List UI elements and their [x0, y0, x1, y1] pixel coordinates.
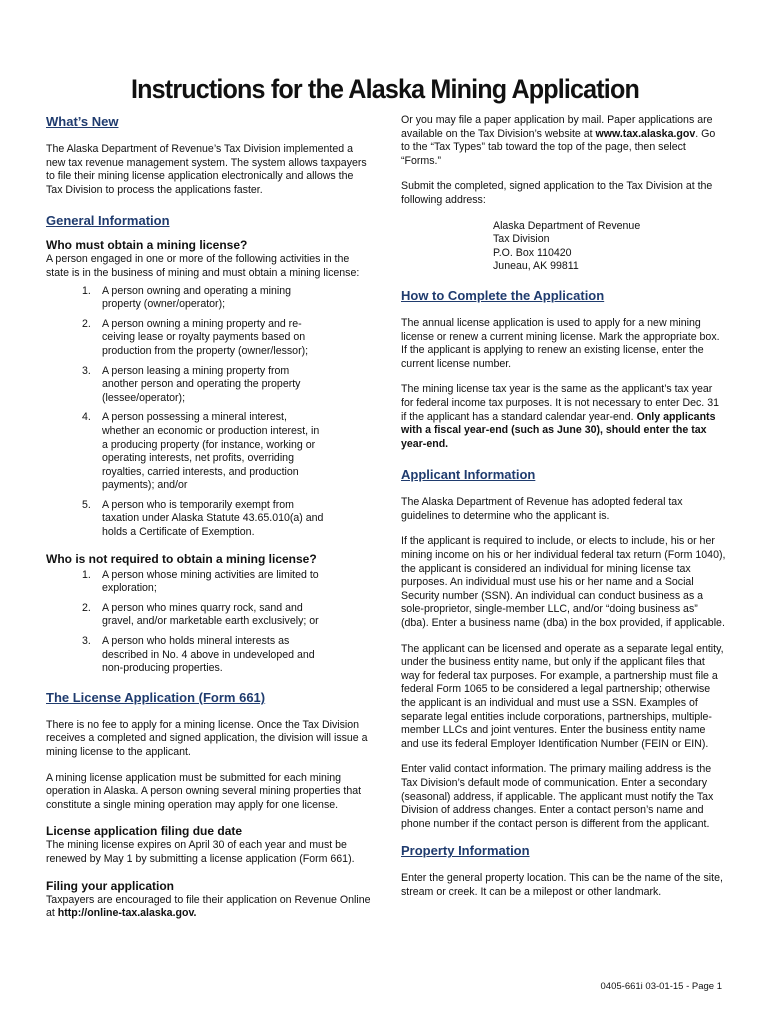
list-item: 3. A person leasing a mining property from another person and operating the property (lessee/operator);: [82, 364, 301, 404]
who-must-heading: Who must obtain a mining license?: [46, 238, 248, 253]
who-not-list: [46, 569, 372, 676]
applicant-p1: The Alaska Department of Revenue has adopted federal tax guidelines to determine who the applicant is.: [401, 496, 683, 522]
whats-new-heading: What’s New: [46, 114, 119, 129]
applicant-p2: If the applicant is required to include, or elects to include, his or her mining income on his or her individual federal tax return (Form 1040), the applicant is considered an individual for mining license tax purposes. An individual must use his or her name and a Social Security number (SSN). An individual can conduct business as a sole-proprietor, single-member LLC, and/or “doing business as” (dba). Enter a business name (dba) in the box provided, if applicable.: [401, 535, 726, 630]
how-to-heading: How to Complete the Application: [401, 287, 605, 303]
filing-body: Taxpayers are encouraged to file their application on Revenue Online at http://online-tax.alaska.gov.: [46, 893, 371, 920]
license-app-p2: A mining license application must be submitted for each mining operation in Alaska. A person owning several mining properties that constitute a single mining operation may apply for one license.: [46, 771, 362, 811]
mail-p1: Or you may file a paper application by mail. Paper applications are available on the Tax Division’s website at www.tax.alaska.gov. Go to the “Tax Types” tab toward the top of the page, then select “Forms.”: [401, 114, 716, 167]
mailing-address: Alaska Department of Revenue Tax Division P.O. Box 110420 Juneau, AK 99811: [493, 219, 641, 273]
license-app-p1: There is no fee to apply for a mining license. Once the Tax Division receives a completed and signed application, the division will issue a mining license to the applicant.: [46, 718, 368, 758]
due-date-body: The mining license expires on April 30 of each year and must be renewed by May 1 by submitting a license application (Form 661).: [46, 839, 355, 865]
property-heading: Property Information: [401, 843, 530, 859]
list-item: 4. A person possessing a mineral interest, whether an economic or production interest, in a producing property (for instance, working or operating interests, net profits, overriding royalties, carried interests, and production payments); and/or: [82, 411, 320, 492]
how-to-p2: The mining license tax year is the same as the applicant’s tax year for federal income tax purposes. It is not necessary to enter Dec. 31 if the applicant has a standard calendar year-end. Only applicants with a fiscal year-end (such as June 30), should enter the tax year-end.: [401, 383, 719, 450]
applicant-p4: Enter valid contact information. The primary mailing address is the Tax Division’s default mode of communication. Enter a secondary (seasonal) address, if applicable. The applicant must notify the Tax Division of address changes. Enter a contact person’s name and phone number if the contact person is different from the applicant.: [401, 763, 714, 830]
applicant-heading: Applicant Information: [401, 467, 536, 483]
who-must-list: [46, 285, 372, 540]
list-item: 5. A person who is temporarily exempt from taxation under Alaska Statute 43.65.010(a) and holds a Certificate of Exemption.: [82, 498, 324, 539]
list-item: 2. A person who mines quarry rock, sand and gravel, and/or marketable earth exclusively; or: [82, 601, 319, 628]
left-column: [46, 114, 372, 933]
due-date-heading: License application filing due date: [46, 824, 243, 839]
list-item: 1. A person whose mining activities are limited to exploration;: [82, 568, 319, 595]
property-p1: Enter the general property location. This can be the name of the site, stream or creek. It can be a milepost or other landmark.: [401, 872, 723, 898]
whats-new-body: The Alaska Department of Revenue’s Tax Division implemented a new tax revenue management system. The system allows taxpayers to file their mining license application electronically and allows the Tax Division to process the applications faster.: [46, 143, 367, 196]
page-footer: 0405-661i 03-01-15 - Page 1: [600, 981, 722, 992]
revenue-online-link[interactable]: http://online-tax.alaska.gov.: [57, 907, 197, 920]
list-item: 2. A person owning a mining property and re- ceiving lease or royalty payments based on production from the property (owner/lessor);: [82, 317, 309, 357]
mail-p2: Submit the completed, signed application to the Tax Division at the following address:: [401, 180, 713, 206]
license-app-heading: The License Application (Form 661): [46, 689, 266, 705]
filing-heading: Filing your application: [46, 878, 175, 893]
tax-website-link[interactable]: www.tax.alaska.gov: [595, 127, 696, 140]
general-info-heading: General Information: [46, 213, 170, 229]
list-item: 1. A person owning and operating a mining property (owner/operator);: [82, 284, 292, 311]
list-item: 3. A person who holds mineral interests as described in No. 4 above in undeveloped and non-producing properties.: [82, 635, 315, 675]
page-title: Instructions for the Alaska Mining Application: [131, 74, 639, 104]
right-column: [401, 114, 726, 912]
who-not-heading: Who is not required to obtain a mining license?: [46, 551, 317, 566]
how-to-p1: The annual license application is used to apply for a new mining license or renew a current mining license. Mark the appropriate box. If the applicant is applying to renew an existing license, enter the current license number.: [401, 316, 720, 370]
who-must-intro: A person engaged in one or more of the following activities in the state is in the business of mining and must obtain a mining license:: [46, 253, 360, 279]
applicant-p3: The applicant can be licensed and operate as a separate legal entity, under the business entity name, but only if the applicant files that way for federal tax purposes. For example, a partnership must file a federal Form 1065 to be considered a legal partnership; otherwise the applicant is an individual and must use a SSN. Examples of separate legal entities include corporations, partnerships, multiple-member LLCs and joint ventures. Enter the business entity name and use its federal Employer Identification Number (FEIN or EIN).: [401, 642, 724, 750]
